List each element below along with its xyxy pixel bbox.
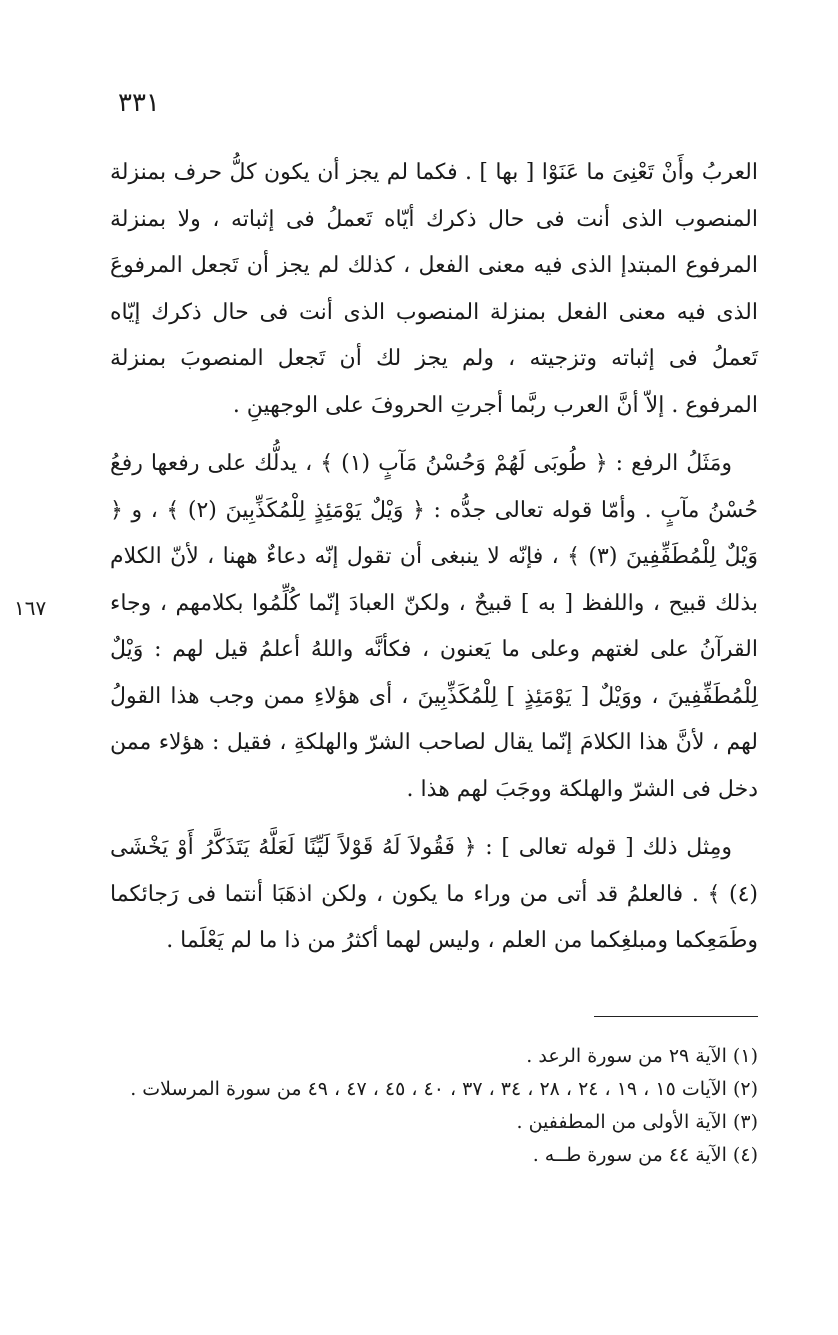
paragraph-1: العربُ وأَنْ تَعْنِىَ ما عَنَوْا [ بها ] . فكما لم يجز أن يكون كلُّ حرف بمنزلة المنصوب الذى أنت فى حال ذكرك أيّاه تَعملُ فى إثباته ، ولا بمنزلة المرفوع المبتدإ الذى فيه معنى الفعل ، كذلك لم يجز أن تَجعل المرفوعَ الذى فيه معنى الفعل بمنزلة المنصوب الذى أنت فى حال ذكرك إيّاه تَعملُ فى إثباته وتزجيته ، ولم يجز لك أن تَجعل المنصوبَ بمنزلة المرفوع . إلاّ أنَّ العرب ربَّما أجرتِ الحروفَ على الوجهينِ . bbox=[110, 160, 758, 418]
footnote-4: (٤) الآية ٤٤ من سورة طــه . bbox=[532, 1144, 758, 1166]
footnotes bbox=[110, 1040, 758, 1172]
paragraph-2: ومَثَلُ الرفع : ﴿ طُوبَى لَهُمْ وَحُسْنُ مَآبٍ (١) ﴾ ، يدلُّك على رفعها رفعُ حُسْنُ مآبٍ . وأمّا قوله تعالى جدُّه : ﴿ وَيْلٌ يَوْمَئِذٍ لِلْمُكَذِّبِينَ (٢) ﴾ ، و ﴿ وَيْلٌ لِلْمُطَفِّفِينَ (٣) ﴾ ، فإنّه لا ينبغى أن تقول إنّه دعاءٌ ههنا ، لأنّ الكلام بذلك قبيح ، واللفظ [ به ] قبيحٌ ، ولكنّ العبادَ إنّما كُلِّمُوا بكلامهم ، وجاء القرآنُ على لغتهم وعلى ما يَعنون ، فكأنَّه واللهُ أعلمُ قيل لهم : وَيْلٌ لِلْمُطَفِّفِينَ ، ووَيْلٌ [ يَوْمَئِذٍ ] لِلْمُكَذِّبِينَ ، أى هؤلاءِ ممن وجب هذا القولُ لهم ، لأنَّ هذا الكلامَ إنّما يقال لصاحب الشرّ والهلكةِ ، فقيل : هؤلاء ممن دخل فى الشرّ والهلكة ووجَبَ لهم هذا . bbox=[110, 451, 759, 802]
footnote-3: (٣) الآية الأولى من المطففين . bbox=[516, 1111, 758, 1133]
footnote-1: (١) الآية ٢٩ من سورة الرعد . bbox=[526, 1045, 758, 1067]
paragraph-3: ومِثل ذلك [ قوله تعالى ] : ﴿ فَقُولاَ لَهُ قَوْلاً لَيِّنًا لَعَلَّهُ يَتَذَكَّرُ أَوْ يَخْشَى (٤) ﴾ . فالعلمُ قد أتى من وراء ما يكون ، ولكن اذهَبَا أنتما فى رَجائكما وطَمَعِكما ومبلغِكما من العلم ، وليس لهما أكثرُ من ذا ما لم يَعْلَما . bbox=[110, 835, 758, 953]
margin-reference-number: ١٦٧ bbox=[14, 596, 47, 620]
footnote-2: (٢) الآيات ١٥ ، ١٩ ، ٢٤ ، ٢٨ ، ٣٤ ، ٣٧ ، ٤٠ ، ٤٥ ، ٤٧ ، ٤٩ من سورة المرسلات . bbox=[130, 1078, 758, 1100]
page-number: ٣٣١ bbox=[118, 88, 160, 118]
main-text bbox=[110, 150, 758, 977]
footnote-separator bbox=[594, 1016, 758, 1017]
